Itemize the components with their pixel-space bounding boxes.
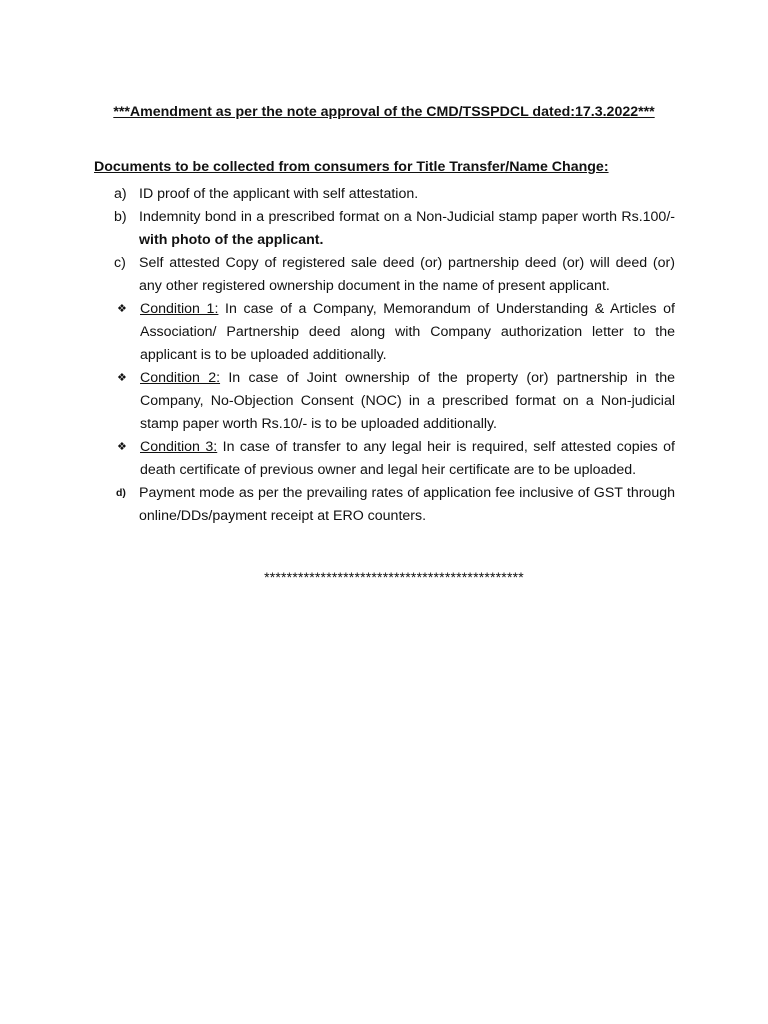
list-marker: b) bbox=[114, 209, 127, 225]
list-item-text: Payment mode as per the prevailing rates of application fee inclusive of GST through online/DDs/payment receipt at ERO counters. bbox=[139, 485, 675, 524]
diamond-bullet-icon: ❖ bbox=[117, 441, 127, 453]
conditions-list bbox=[94, 298, 675, 482]
list-item-text: Self attested Copy of registered sale deed (or) partnership deed (or) will deed (or) any other registered ownership document in the name of present applicant. bbox=[139, 255, 675, 294]
condition-title: Condition 1: bbox=[140, 301, 219, 317]
condition-2 bbox=[117, 367, 675, 436]
list-item-text: Indemnity bond in a prescribed format on a Non-Judicial stamp paper worth Rs.100/- bbox=[139, 209, 675, 225]
list-item-d bbox=[94, 482, 675, 528]
diamond-bullet-icon: ❖ bbox=[117, 372, 127, 384]
end-separator: ********************************************** bbox=[264, 569, 524, 585]
list-item-c bbox=[94, 252, 675, 298]
list-item-text: ID proof of the applicant with self attestation. bbox=[139, 186, 419, 202]
list-marker: d) bbox=[116, 487, 126, 499]
condition-title: Condition 3: bbox=[140, 439, 218, 455]
condition-text: In case of transfer to any legal heir is required, self attested copies of death certificate of previous owner and legal heir certificate are to be uploaded. bbox=[140, 439, 675, 478]
section-heading: Documents to be collected from consumers for Title Transfer/Name Change: bbox=[94, 159, 609, 175]
condition-body bbox=[140, 298, 675, 367]
condition-3 bbox=[117, 436, 675, 482]
documents-list bbox=[94, 183, 675, 528]
condition-text: In case of Joint ownership of the property (or) partnership in the Company, No-Objection Consent (NOC) in a prescribed format on a Non-judicial stamp paper worth Rs.10/- is to be uploaded additionally. bbox=[140, 370, 676, 432]
list-item-b bbox=[94, 206, 675, 252]
amendment-note: ***Amendment as per the note approval of the CMD/TSSPDCL dated:17.3.2022*** bbox=[113, 104, 655, 120]
condition-1 bbox=[117, 298, 675, 367]
condition-body bbox=[140, 436, 675, 482]
condition-title: Condition 2: bbox=[140, 370, 221, 386]
list-item-a bbox=[94, 183, 675, 206]
list-item-bold-text: with photo of the applicant. bbox=[139, 232, 324, 248]
list-marker: c) bbox=[114, 255, 126, 271]
condition-text: In case of a Company, Memorandum of Understanding & Articles of Association/ Partnership deed along with Company authorization letter to the applicant is to be uploaded additionally. bbox=[140, 301, 676, 363]
list-item-body bbox=[139, 206, 675, 252]
condition-body bbox=[140, 367, 675, 436]
diamond-bullet-icon: ❖ bbox=[117, 303, 127, 315]
list-marker: a) bbox=[114, 186, 127, 202]
